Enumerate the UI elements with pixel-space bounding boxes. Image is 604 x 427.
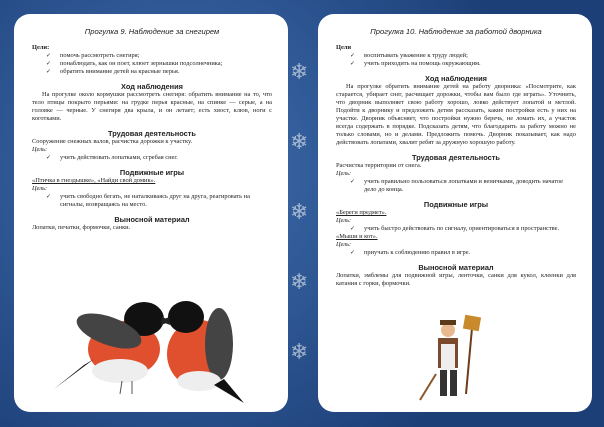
observation-text: На прогулке около кормушки рассмотреть снегиря: обратить внимание на то, что тело птицы покрыто перьями: на грудке перья красные, на спинке — серые, а на головке — черные. У снегиря два крыла, и он летает; есть хвост, клюв, ноги с коготками. [32, 91, 272, 122]
bullfinches-illustration [54, 299, 254, 404]
section-heading: Подвижные игры [119, 168, 185, 177]
labor-text: Сооружение снежных валов, расчистка дорожки к участку. [32, 138, 193, 145]
game-2: «Мыши и кот». [336, 233, 378, 240]
page-title: Прогулка 10. Наблюдение за работой дворника [370, 27, 542, 36]
list-item: ✓ помочь рассмотреть снегиря; [46, 52, 272, 60]
snowflake-icon: ❄ [290, 340, 309, 365]
section-heading: Подвижные игры [423, 200, 489, 209]
list-item: ✓ учить быстро действовать по сигналу, ориентироваться в пространстве. [350, 225, 576, 233]
goal-label: Цель: [336, 241, 352, 248]
goal-label: Цель: [336, 217, 352, 224]
snowflake-icon: ❄ [290, 60, 309, 85]
section-heading: Выносной материал [418, 263, 494, 272]
list-item: ✓ понаблюдать, как он поет, клюет зернышки подсолнечника; [46, 60, 272, 68]
page-title: Прогулка 9. Наблюдение за снегирем [84, 27, 220, 36]
observation-text: На прогулке обратить внимание детей на работу дворника: «Посмотрите, как старается, убирает снег, расчищает дорожки, чтобы вам было где играть». Уточнить, что дворник выполняет свою работу хорошо, ловко действует лопатой и метлой. Подойти к дворнику и предложить детям рассказать, какие постройки есть у них на участке. Дворник объясняет, что постройки нужно беречь, не ломать их, а участок всегда содержать в порядке. Подсказать детям, что благодарить за работу можно не только словами, но и делами. Предложить помочь. Дворник показывает, как надо действовать лопатами, хвалит ребят за дружную хорошую работу. [336, 83, 576, 146]
section-heading: Трудовая деятельность [108, 129, 196, 138]
page-walk-10 [318, 14, 592, 412]
list-item: ✓ учить приходить на помощь окружающим. [350, 60, 576, 68]
goals-list [32, 52, 272, 76]
list-item: ✓ учить действовать лопатками, сгребая снег. [46, 154, 272, 162]
snowflake-icon: ❄ [290, 270, 309, 295]
section-heading: Выносной материал [114, 215, 190, 224]
snowflake-icon: ❄ [290, 130, 309, 155]
list-item: ✓ приучать к соблюдению правил в игре. [350, 249, 576, 257]
janitor-illustration [416, 314, 496, 406]
game-1: «Береги предмет». [336, 209, 387, 216]
list-item: ✓ учить свободно бегать, не наталкиваясь друг на друга, реагировать на сигналы, возвращаясь на место. [46, 193, 272, 209]
section-heading: Трудовая деятельность [412, 153, 500, 162]
section-heading: Ход наблюдения [425, 74, 487, 83]
page-walk-9 [14, 14, 288, 412]
bullfinch-left [54, 302, 172, 394]
goal-label: Цель: [336, 170, 352, 177]
material-text: Лопатки, эмблемы для подвижной игры, ленточки, санки для кукол, клеенки для катания с горки, формочки. [336, 272, 576, 287]
list-item: ✓ обратить внимание детей на красные перья. [46, 68, 272, 76]
snowflake-icon: ❄ [290, 200, 309, 225]
goals-label: Цели [336, 44, 352, 51]
games-text: «Птичка в гнездышке», «Найди свой домик». [32, 177, 156, 184]
section-heading: Ход наблюдения [121, 82, 183, 91]
goals-label: Цели: [32, 44, 50, 51]
list-item: ✓ воспитывать уважение к труду людей; [350, 52, 576, 60]
labor-text: Расчистка территории от снега. [336, 162, 422, 169]
list-item: ✓ учить правильно пользоваться лопатками и веничками, доводить начатое дело до конца. [350, 178, 576, 194]
bullfinch-right [160, 301, 244, 403]
goal-label: Цель: [32, 146, 48, 153]
material-text: Лопатки, печатки, формочки, санки. [32, 224, 131, 231]
goal-label: Цель: [32, 185, 48, 192]
